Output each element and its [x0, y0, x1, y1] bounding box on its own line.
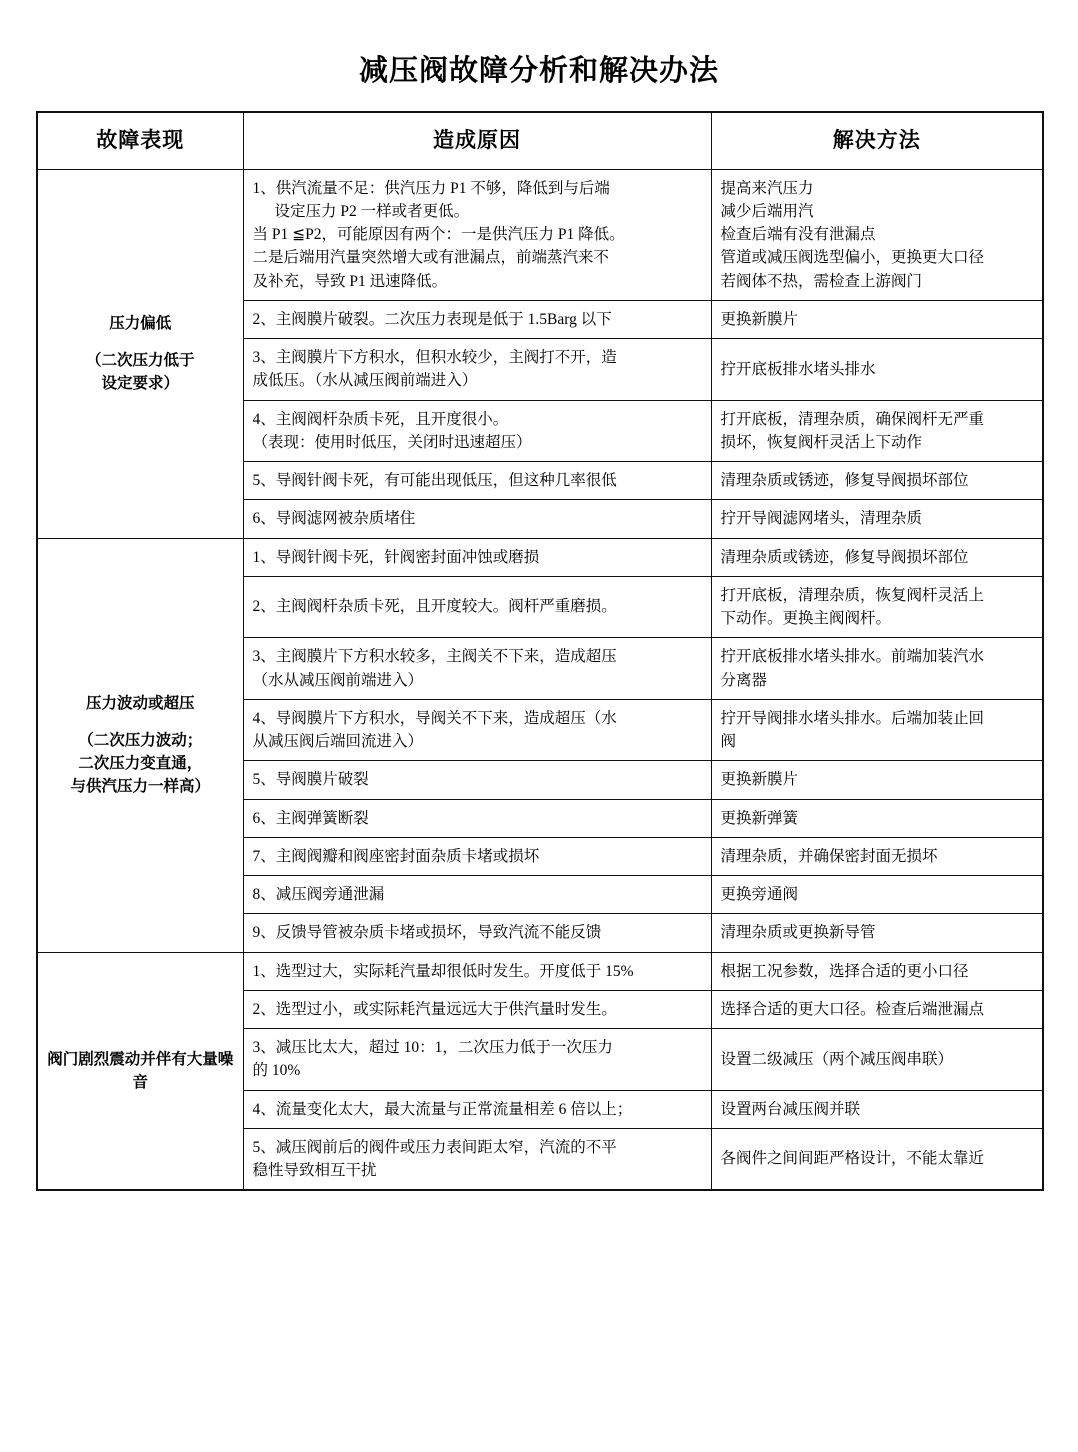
- cause-line: 成低压。（水从减压阀前端进入）: [252, 372, 478, 390]
- solution-line: 拧开导阀排水堵头排水。后端加装止回: [720, 709, 985, 727]
- solution-cell: [711, 400, 1043, 462]
- solution-cell: [711, 462, 1043, 500]
- cause-line: 9、反馈导管被杂质卡堵或损坏，导致汽流不能反馈: [252, 924, 602, 942]
- solution-cell: [711, 914, 1043, 952]
- table-header-row: [37, 112, 1043, 169]
- cause-cell: [243, 761, 711, 799]
- symptom-group-name: 阀门剧烈震动并伴有大量噪音: [47, 1050, 234, 1091]
- cause-cell: [243, 990, 711, 1028]
- solution-cell: [711, 799, 1043, 837]
- solution-cell: [711, 761, 1043, 799]
- cause-cell: [243, 837, 711, 875]
- table-row: [37, 952, 1043, 990]
- cause-cell: [243, 400, 711, 462]
- cause-line: 6、主阀弹簧断裂: [252, 809, 369, 827]
- solution-line: 更换新弹簧: [720, 809, 799, 827]
- solution-line: 打开底板，清理杂质，确保阀杆无严重: [720, 410, 985, 428]
- solution-line: 更换新膜片: [720, 771, 799, 789]
- cause-line: 5、导阀膜片破裂: [252, 771, 369, 789]
- solution-cell: [711, 169, 1043, 300]
- cause-line: 设定压力 P2 一样或者更低。: [274, 202, 470, 220]
- cause-cell: [243, 1090, 711, 1128]
- solution-line: 更换新膜片: [720, 310, 799, 328]
- cause-line: 1、供汽流量不足：供汽压力 P1 不够，降低到与后端: [252, 179, 610, 197]
- solution-cell: [711, 339, 1043, 401]
- cause-line: （水从减压阀前端进入）: [252, 671, 424, 689]
- cause-line: 3、减压比太大，超过 10：1，二次压力低于一次压力: [252, 1039, 613, 1056]
- solution-line: 打开底板，清理杂质，恢复阀杆灵活上: [720, 586, 985, 604]
- solution-line: 提高来汽压力: [720, 179, 814, 197]
- solution-line: 清理杂质或更换新导管: [720, 924, 876, 942]
- cause-cell: [243, 638, 711, 700]
- solution-line: 阀: [720, 733, 737, 750]
- cause-line: 稳性导致相互干扰: [252, 1162, 377, 1179]
- cause-cell: [243, 876, 711, 914]
- symptom-group-name: 压力偏低: [109, 314, 172, 332]
- cause-line: 4、流量变化太大，最大流量与正常流量相差 6 倍以上；: [252, 1100, 633, 1118]
- solution-line: 更换旁通阀: [720, 886, 799, 903]
- solution-cell: [711, 638, 1043, 700]
- cause-line: 3、主阀膜片下方积水较多，主阀关不下来，造成超压: [252, 648, 617, 666]
- page-title: 减压阀故障分析和解决办法: [358, 55, 719, 87]
- solution-cell: [711, 952, 1043, 990]
- solution-cell: [711, 699, 1043, 761]
- cause-line: 二是后端用汽量突然增大或有泄漏点，前端蒸汽来不: [252, 249, 610, 267]
- cause-line: 当 P1 ≦P2，可能原因有两个：一是供汽压力 P1 降低。: [252, 226, 625, 243]
- cause-line: 6、导阀滤网被杂质堵住: [252, 510, 416, 528]
- symptom-group-note: （二次压力波动； 二次压力变直通， 与供汽压力一样高）: [70, 731, 210, 796]
- cause-cell: [243, 699, 711, 761]
- solution-line: 清理杂质或锈迹，修复导阀损坏部位: [720, 472, 969, 489]
- table-row: [37, 538, 1043, 576]
- cause-cell: [243, 914, 711, 952]
- cause-line: 4、主阀阀杆杂质卡死，且开度很小。: [252, 410, 509, 428]
- solution-line: 根据工况参数，选择合适的更小口径: [720, 962, 969, 980]
- solution-cell: [711, 837, 1043, 875]
- solution-line: 清理杂质或锈迹，修复导阀损坏部位: [720, 548, 969, 566]
- fault-analysis-table: [36, 111, 1044, 1191]
- solution-cell: [711, 1090, 1043, 1128]
- cause-line: （表现：使用时低压，关闭时迅速超压）: [252, 433, 532, 451]
- cause-cell: [243, 1128, 711, 1190]
- cause-line: 2、主阀膜片破裂。二次压力表现是低于 1.5Barg 以下: [252, 310, 612, 328]
- solution-cell: [711, 300, 1043, 338]
- cause-line: 1、导阀针阀卡死，针阀密封面冲蚀或磨损: [252, 548, 540, 566]
- solution-line: 拧开底板排水堵头排水。前端加装汽水: [720, 648, 985, 666]
- cause-line: 从减压阀后端回流进入）: [252, 733, 424, 750]
- table-body: [37, 169, 1043, 1190]
- cause-cell: [243, 1029, 711, 1091]
- solution-cell: [711, 876, 1043, 914]
- symptom-group-note: （二次压力低于 设定要求）: [85, 351, 195, 393]
- solution-line: 减少后端用汽: [720, 202, 814, 220]
- cause-cell: [243, 339, 711, 401]
- cause-line: 的 10%: [252, 1062, 301, 1080]
- cause-line: 3、主阀膜片下方积水，但积水较少，主阀打不开，造: [252, 349, 617, 366]
- cause-line: 5、减压阀前后的阀件或压力表间距太窄，汽流的不平: [252, 1138, 617, 1156]
- cause-cell: [243, 500, 711, 538]
- solution-line: 清理杂质，并确保密封面无损坏: [720, 847, 938, 865]
- table-header: [37, 112, 1043, 169]
- cause-line: 1、选型过大，实际耗汽量却很低时发生。开度低于 15%: [252, 962, 634, 980]
- solution-line: 若阀体不热，需检查上游阀门: [720, 272, 923, 290]
- solution-cell: [711, 1128, 1043, 1190]
- solution-cell: [711, 990, 1043, 1028]
- solution-line: 选择合适的更大口径。检查后端泄漏点: [720, 1000, 985, 1018]
- solution-line: 损坏，恢复阀杆灵活上下动作: [720, 433, 923, 451]
- solution-cell: [711, 576, 1043, 638]
- symptom-group-cell: [37, 952, 243, 1190]
- cause-cell: [243, 799, 711, 837]
- cause-cell: [243, 538, 711, 576]
- cause-cell: [243, 462, 711, 500]
- cause-cell: [243, 952, 711, 990]
- solution-line: 拧开导阀滤网堵头，清理杂质: [720, 510, 923, 528]
- cause-line: 2、主阀阀杆杂质卡死，且开度较大。阀杆严重磨损。: [252, 598, 617, 616]
- symptom-group-name: 压力波动或超压: [85, 694, 195, 712]
- table-row: [37, 169, 1043, 300]
- cause-cell: [243, 169, 711, 300]
- solution-line: 管道或减压阀选型偏小，更换更大口径: [720, 249, 985, 267]
- cause-line: 2、选型过小，或实际耗汽量远远大于供汽量时发生。: [252, 1000, 617, 1018]
- symptom-group-cell: [37, 538, 243, 952]
- cause-cell: [243, 300, 711, 338]
- solution-line: 分离器: [720, 671, 768, 689]
- solution-line: 检查后端有没有泄漏点: [720, 226, 876, 243]
- solution-line: 下动作。更换主阀阀杆。: [720, 610, 892, 627]
- column-header-cause: 造成原因: [243, 112, 711, 169]
- solution-line: 设置两台减压阀并联: [720, 1100, 861, 1118]
- solution-line: 设置二级减压（两个减压阀串联）: [720, 1050, 954, 1068]
- column-header-solution: 解决方法: [711, 112, 1043, 169]
- cause-line: 7、主阀阀瓣和阀座密封面杂质卡堵或损坏: [252, 847, 540, 865]
- cause-cell: [243, 576, 711, 638]
- solution-cell: [711, 500, 1043, 538]
- column-header-symptom: 故障表现: [37, 112, 243, 169]
- cause-line: 4、导阀膜片下方积水，导阀关不下来，造成超压（水: [252, 709, 617, 727]
- solution-cell: [711, 538, 1043, 576]
- cause-line: 5、导阀针阀卡死，有可能出现低压，但这种几率很低: [252, 472, 617, 489]
- solution-line: 各阀件之间间距严格设计，不能太靠近: [720, 1150, 985, 1168]
- cause-line: 及补充，导致 P1 迅速降低。: [252, 272, 448, 290]
- symptom-group-cell: [37, 169, 243, 538]
- cause-line: 8、减压阀旁通泄漏: [252, 886, 385, 903]
- solution-line: 拧开底板排水堵头排水: [720, 360, 876, 378]
- solution-cell: [711, 1029, 1043, 1091]
